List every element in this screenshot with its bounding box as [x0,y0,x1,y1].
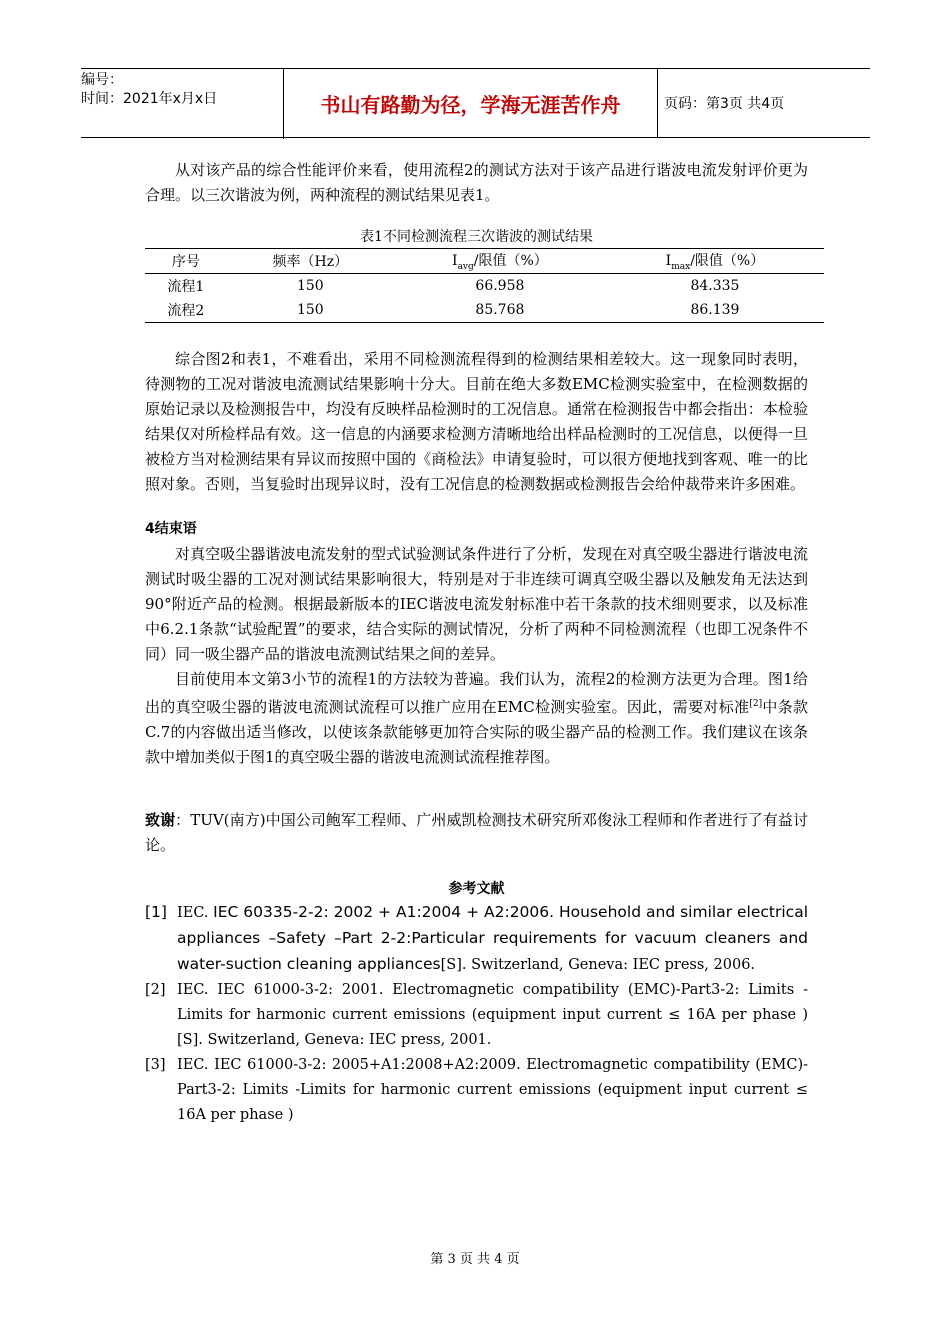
col-imax: $I_{max}/$限值（%） [665,253,765,272]
reference-item [145,1053,808,1128]
reference-text: IEC. IEC 61000-3-2: 2005+A1:2008+A2:2009. Electromagnetic compatibility (EMC)-Part3-2: Limits -Limits for harmonic current emissions (equipment input current ≤ 16A per phase ) [177,1057,808,1123]
reference-number: [1] [145,903,167,921]
paragraph: 目前使用本文第3小节的流程1的方法较为普遍。我们认为，流程2的检测方法更为合理。图1给出的真空吸尘器的谐波电流测试流程可以推广应用在EMC检测实验室。因此，需要对标准[2]中条款C.7的内容做出适当修改，以使该条款能够更加符合实际的吸尘器产品的检测工作。我们建议在该条款中增加类似于图1的真空吸尘器的谐波电流测试流程推荐图。 [145,670,808,766]
references-heading: 参考文献 [448,881,505,897]
cell-freq: 150 [296,302,324,318]
page-footer: 第 3 页 共 4 页 [430,1252,520,1267]
header-motto: 书山有路勤为径，学海无涯苦作舟 [284,69,658,137]
cell-seq: 流程2 [167,303,205,319]
col-seq: 序号 [171,254,200,270]
table-row [145,298,824,323]
citation: [2] [749,699,763,709]
cell-iavg: 85.768 [475,302,525,318]
table-caption: 表1不同检测流程三次谐波的测试结果 [360,229,593,245]
cell-imax: 84.335 [690,278,740,294]
col-freq: 频率（Hz） [272,254,349,270]
document-body [145,158,808,1128]
cell-iavg: 66.958 [475,278,525,294]
table-row [145,274,824,299]
header-code: 编号： [81,72,123,88]
header-date: 时间：2021年x月x日 [81,91,218,107]
reference-item [145,978,808,1053]
reference-item [145,900,808,978]
table-header-row [145,249,824,274]
reference-text: IEC. IEC 61000-3-2: 2001. Electromagnetic compatibility (EMC)-Part3-2: Limits -Limits for harmonic current emissions (equipment input current ≤ 16A per phase )[S]. Switzerland, Geneva: IEC press, 2001. [177,982,808,1048]
col-iavg: $I_{avg}/$限值（%） [452,253,548,272]
cell-imax: 86.139 [690,302,740,318]
reference-number: [3] [145,1057,166,1073]
paragraph: 从对该产品的综合性能评价来看，使用流程2的测试方法对于该产品进行谐波电流发射评价更为合理。以三次谐波为例，两种流程的测试结果见表1。 [145,161,808,204]
acknowledgement: 致谢：TUV(南方)中国公司鲍军工程师、广州威凯检测技术研究所邓俊泳工程师和作者进行了有益讨论。 [145,811,808,854]
reference-number: [2] [145,982,166,998]
page-header [81,68,870,138]
paragraph: 综合图2和表1，不难看出，采用不同检测流程得到的检测结果相差较大。这一现象同时表明，待测物的工况对谐波电流测试结果影响十分大。目前在绝大多数EMC检测实验室中，在检测数据的原始记录以及检测报告中，均没有反映样品检测时的工况信息。通常在检测报告中都会指出：本检验结果仅对所检样品有效。这一信息的内涵要求检测方清晰地给出样品检测时的工况信息，以便得一旦被检方当对检测结果有异议而按照中国的《商检法》申请复验时，可以很方便地找到客观、唯一的比照对象。否则，当复验时出现异议时，没有工况信息的检测数据或检测报告会给仲裁带来许多困难。 [145,350,808,493]
header-meta [81,69,284,139]
cell-seq: 流程1 [167,279,205,295]
reference-text: IEC. IEC 60335-2-2: 2002 + A1:2004 + A2:2006. Household and similar electrical appliances –Safety –Part 2-2:Particular requirements for vacuum cleaners and water-suction cleaning appliances[S]. Switzerland, Geneva: IEC press, 2006. [177,903,808,973]
header-page-info: 页码：第3页 共4页 [664,96,785,112]
section-heading: 4结束语 [145,521,197,537]
cell-freq: 150 [296,278,324,294]
results-table [145,248,824,323]
paragraph: 对真空吸尘器谐波电流发射的型式试验测试条件进行了分析，发现在对真空吸尘器进行谐波电流测试时吸尘器的工况对测试结果影响很大，特别是对于非连续可调真空吸尘器以及触发角无法达到90°附近产品的检测。根据最新版本的IEC谐波电流发射标准中若干条款的技术细则要求，以及标准中6.2.1条款“试验配置”的要求，结合实际的测试情况，分析了两种不同检测流程（也即工况条件不同）同一吸尘器产品的谐波电流测试结果之间的差异。 [145,545,808,663]
